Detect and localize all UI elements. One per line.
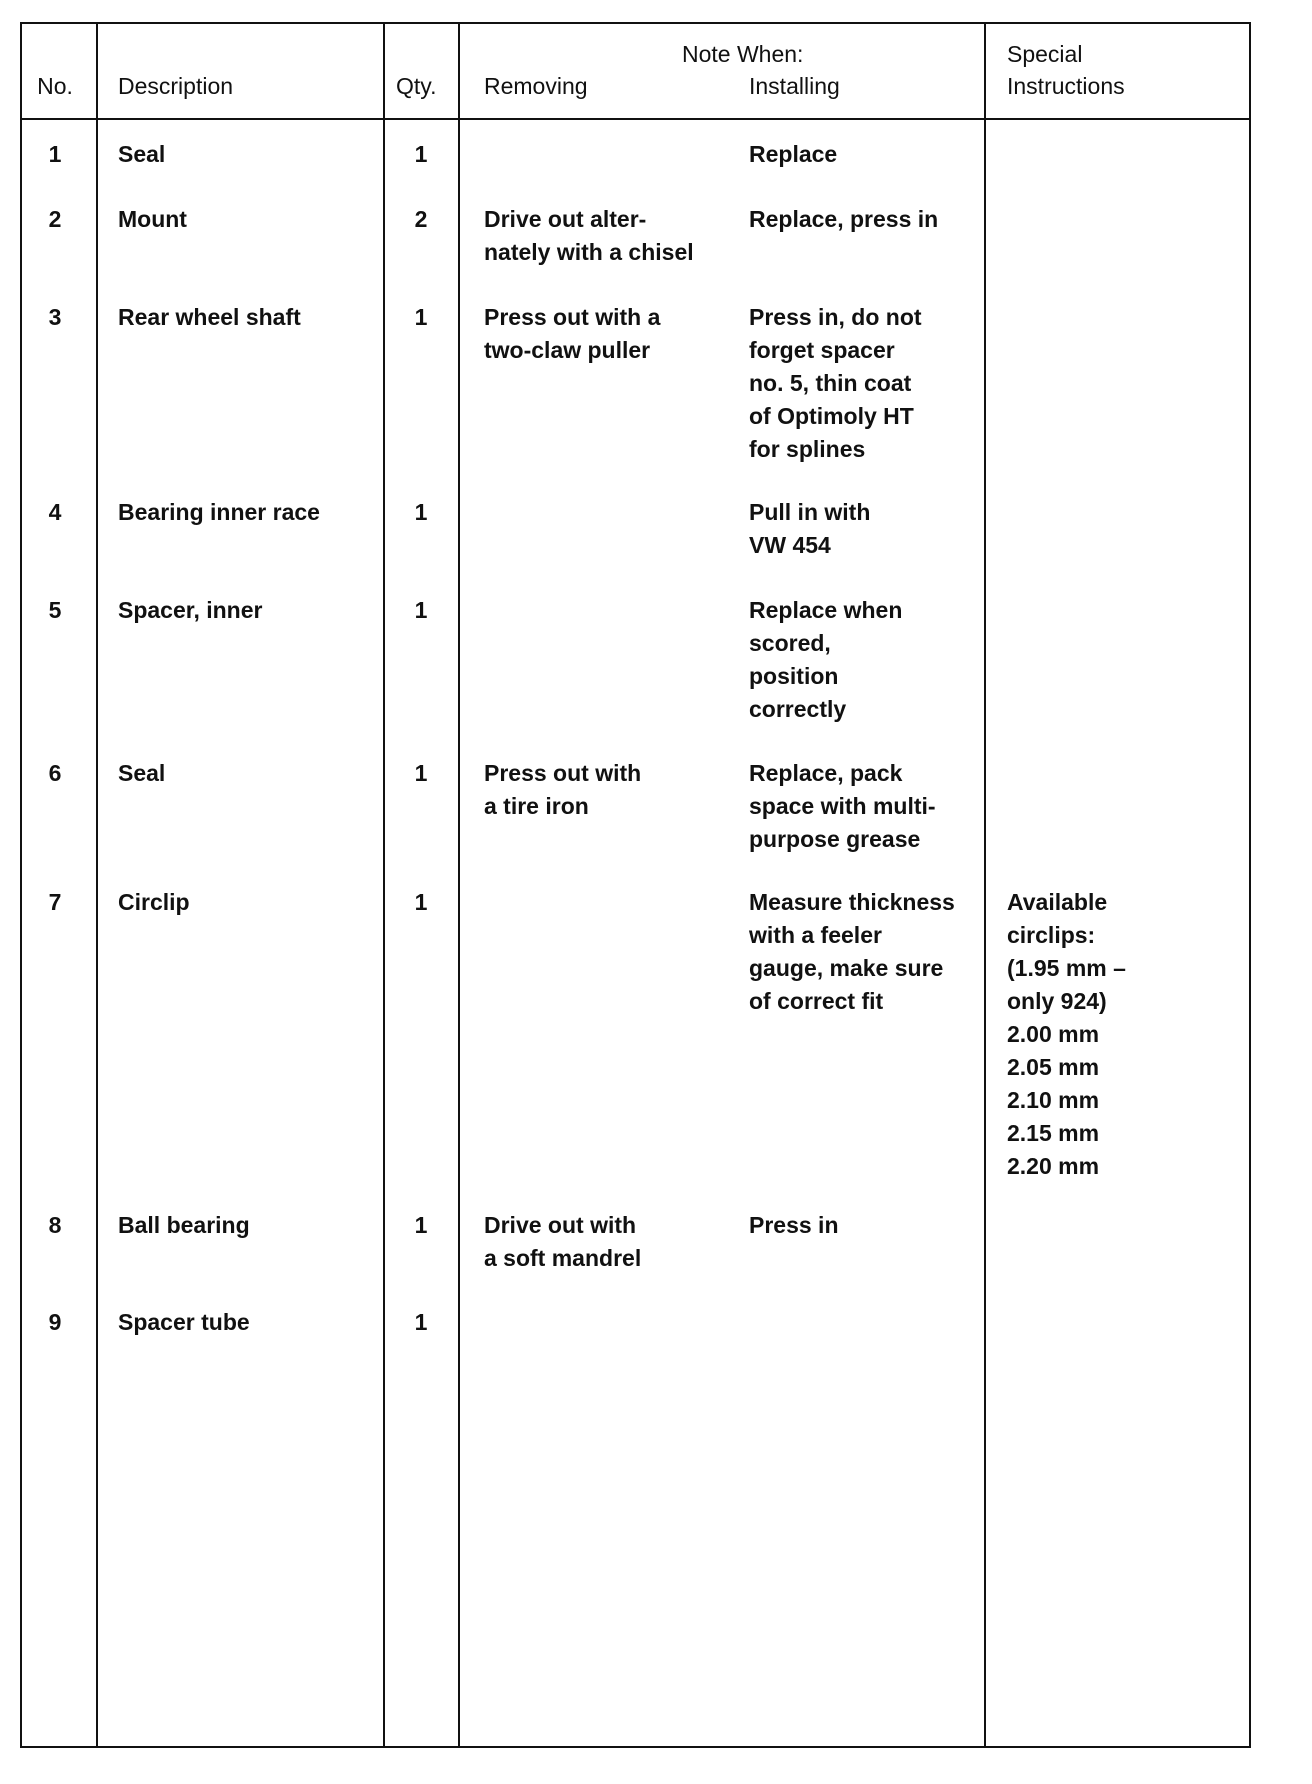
header-special-instructions: Special Instructions	[1007, 41, 1125, 99]
header-no: No.	[37, 73, 73, 99]
cell-qty: 1	[414, 597, 428, 623]
cell-qty: 1	[414, 304, 428, 330]
column-divider-description	[383, 24, 385, 1746]
column-divider-qty	[458, 24, 460, 1746]
cell-removing: Press out with a two-claw puller	[484, 304, 661, 363]
cell-no: 9	[48, 1309, 62, 1335]
cell-installing: Replace, pack space with multi- purpose grease	[749, 760, 936, 852]
cell-description: Rear wheel shaft	[118, 304, 301, 330]
cell-qty: 1	[414, 1309, 428, 1335]
cell-description: Ball bearing	[118, 1212, 250, 1238]
cell-no: 2	[48, 206, 62, 232]
cell-no: 4	[48, 499, 62, 525]
cell-description: Mount	[118, 206, 187, 232]
cell-no: 5	[48, 597, 62, 623]
cell-description: Circlip	[118, 889, 190, 915]
cell-no: 6	[48, 760, 62, 786]
cell-no: 7	[48, 889, 62, 915]
header-description: Description	[118, 73, 234, 99]
cell-description: Bearing inner race	[118, 499, 320, 525]
cell-qty: 1	[414, 889, 428, 915]
column-divider-no	[96, 24, 98, 1746]
cell-description: Seal	[118, 141, 166, 167]
cell-removing: Press out with a tire iron	[484, 760, 642, 819]
cell-installing: Measure thickness with a feeler gauge, make sure of correct fit	[749, 889, 955, 1014]
header-qty: Qty.	[396, 73, 437, 99]
cell-no: 3	[48, 304, 62, 330]
cell-removing: Drive out with a soft mandrel	[484, 1212, 642, 1271]
cell-qty: 1	[414, 499, 428, 525]
cell-no: 1	[48, 141, 62, 167]
cell-qty: 1	[414, 1212, 428, 1238]
header-note-when: Note When:	[682, 41, 804, 67]
header-divider	[22, 118, 1249, 120]
cell-qty: 1	[414, 141, 428, 167]
cell-special-instructions: Available circlips: (1.95 mm – only 924) 2.00 mm 2.05 mm 2.10 mm 2.15 mm 2.20 mm	[1007, 889, 1126, 1179]
cell-installing: Replace	[749, 141, 838, 167]
cell-installing: Replace, press in	[749, 206, 939, 232]
cell-description: Seal	[118, 760, 166, 786]
cell-description: Spacer, inner	[118, 597, 263, 623]
column-divider-notes	[984, 24, 986, 1746]
cell-installing: Press in, do not forget spacer no. 5, thin coat of Optimoly HT for splines	[749, 304, 922, 462]
cell-installing: Press in	[749, 1212, 839, 1238]
cell-qty: 2	[414, 206, 428, 232]
parts-table	[20, 22, 1251, 1748]
cell-removing: Drive out alter- nately with a chisel	[484, 206, 694, 265]
header-removing: Removing	[484, 73, 588, 99]
cell-no: 8	[48, 1212, 62, 1238]
cell-description: Spacer tube	[118, 1309, 250, 1335]
cell-qty: 1	[414, 760, 428, 786]
cell-installing: Replace when scored, position correctly	[749, 597, 903, 722]
header-installing: Installing	[749, 73, 840, 99]
cell-installing: Pull in with VW 454	[749, 499, 871, 558]
